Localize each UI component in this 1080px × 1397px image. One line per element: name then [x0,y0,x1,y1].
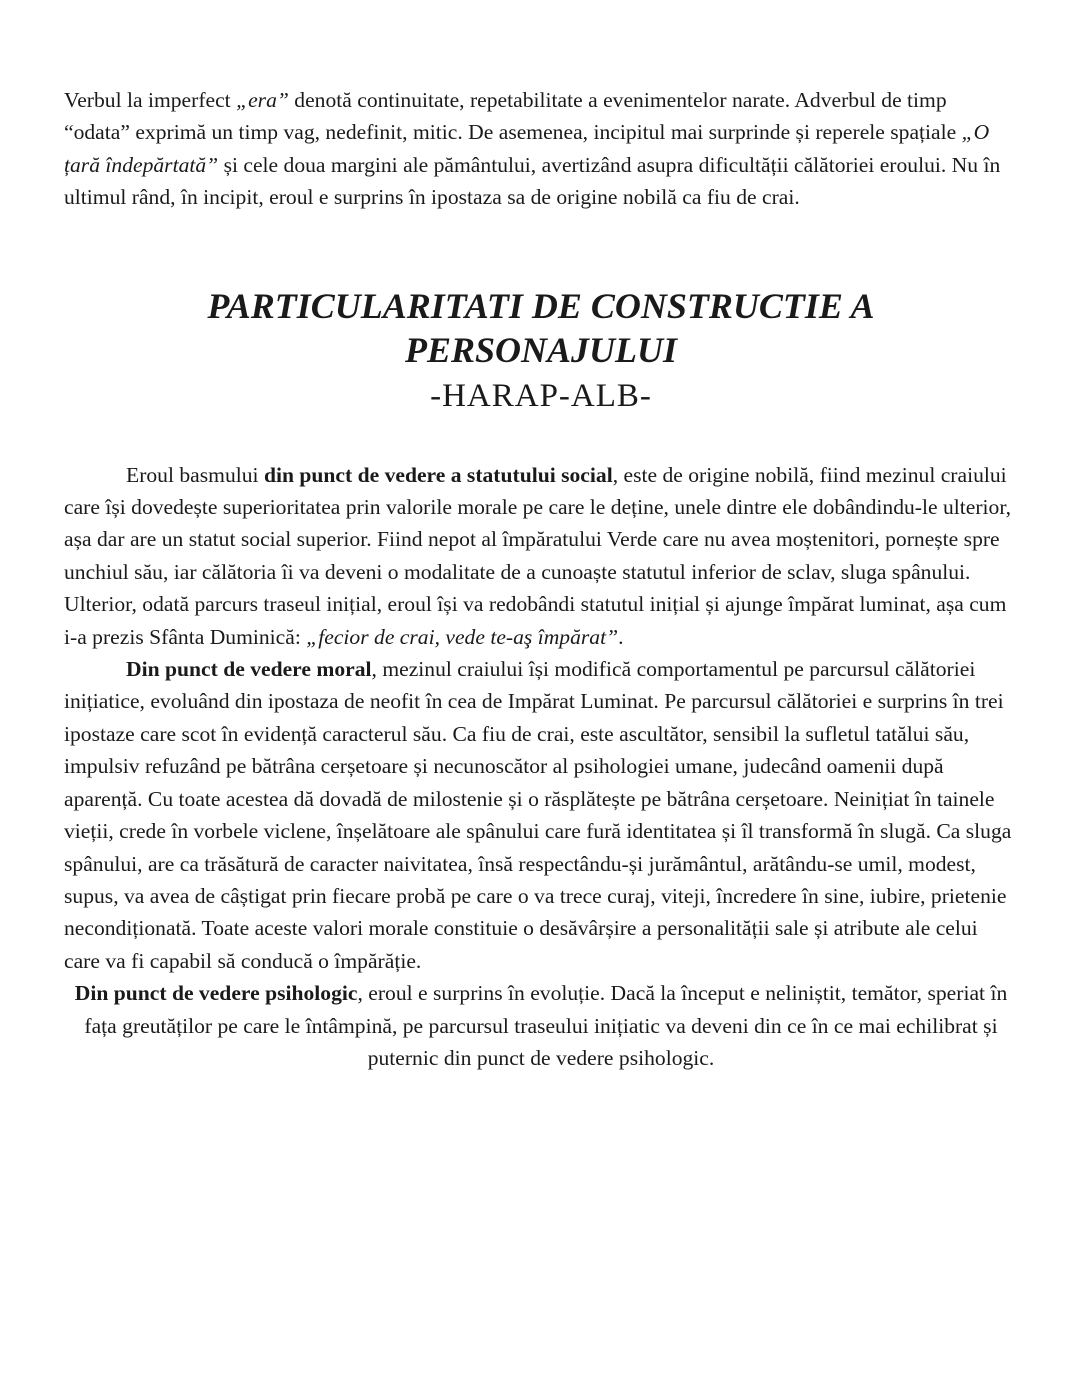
moral-paragraph [64,653,1018,977]
intro-paragraph [64,84,1014,214]
intro-quote-tara: „O țară îndepărtată” [64,120,990,177]
social-quote: „fecior de crai, vede te-aş împărat” [306,624,619,649]
moral-text-body: , mezinul craiului își modifică comportamentul pe parcursul călătoriei inițiatice, evoluând din ipostaza de neofit în cea de Impărat Luminat. Pe parcursul călătoriei e surprins în trei ipostaze care scot în evidență caracterul său. Ca fiu de crai, este ascultător, sensibil la sufletul tatălui său, impulsiv refuzând pe bătrâna cerșetoare și necunoscător al psihologiei umane, judecând oamenii după aparență. Cu toate acestea dă dovadă de milostenie și o răsplătește pe bătrâna cerșetoare. Neinițiat în tainele vieții, crede în vorbele viclene, înșelătoare ale spânului care fură identitatea și îl transformă în slugă. Ca sluga spânului, are ca trăsătură de caracter naivitatea, însă respectându-și jurământul, arătându-se umil, modest, supus, va avea de câștigat prin fiecare probă pe care o va trece curaj, viteji, încredere în sine, iubire, prietenie necondiționată. Toate aceste valori morale constituie o desăvârșire a personalității sale și atribute ale celui care va fi capabil să conducă o împărăție. [64,657,1012,973]
social-text-end: . [618,624,624,649]
document-page [64,84,1018,1074]
moral-heading-bold: Din punct de vedere moral [126,657,372,682]
psych-text-body: , eroul e surprins în evoluție. Dacă la început e neliniștit, temător, speriat în fața greutăților pe care le întâmpină, pe parcursul traseului inițiatic va deveni din ce în ce mai echilibrat și puternic din punct de vedere psihologic. [84,981,1008,1070]
section-title-line-2: PERSONAJULUI [404,329,678,370]
intro-text-2: denotă continuitate, repetabilitate a evenimentelor narate. Adverbul de timp “odata” exprimă un timp vag, nedefinit, mitic. De asemenea, incipitul mai surprinde și reperele spațiale [64,88,962,145]
psych-heading-bold: Din punct de vedere psihologic [74,981,358,1006]
social-heading-bold: din punct de vedere a statutului social [263,462,613,487]
social-text-body: , este de origine nobilă, fiind mezinul craiului care își dovedește superioritatea prin valorile morale pe care le deține, unele dintre ele dobândindu-le ulterior, așa dar are un statut social superior. Fiind nepot al împăratului Verde care nu avea moștenitori, pornește spre unchiul său, iar călătoria îi va deveni o modalitate de a cunoaște statutul inferior de sclav, sluga spânului. Ulterior, odată parcurs traseul inițial, eroul își va redobândi statutul inițial și ajunge împărat luminat, așa cum i-a prezis Sfânta Duminică: [64,462,1012,649]
section-title-line-1: PARTICULARITATI DE CONSTRUCTIE A [207,285,875,326]
social-status-paragraph [64,459,1018,653]
intro-text-3: și cele doua margini ale pământului, avertizând asupra dificultății călătoriei eroului. Nu în ultimul rând, în incipit, eroul e surprins în ipostaza sa de origine nobilă ca fiu de crai. [64,152,1001,210]
section-subtitle: -HARAP-ALB- [430,377,652,414]
social-text-lead: Eroul basmului [126,462,264,487]
psychological-paragraph [64,977,1018,1074]
intro-quote-era: „era” [236,88,289,112]
character-analysis [64,459,1018,1075]
intro-text-1: Verbul la imperfect [64,88,237,112]
